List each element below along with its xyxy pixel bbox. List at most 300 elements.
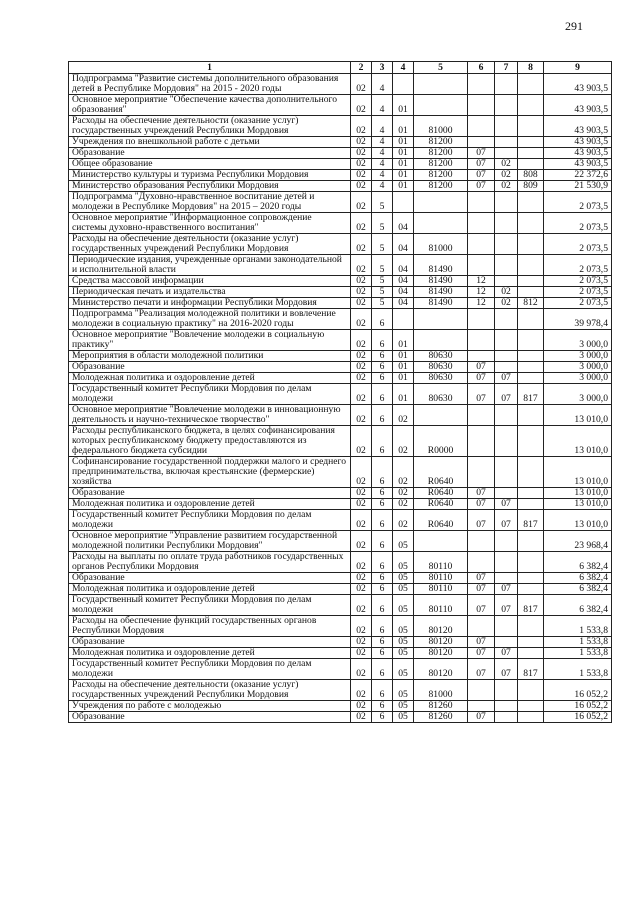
code-col-6: 07 [468,362,495,373]
code-col-6 [468,213,495,234]
code-col-8 [518,330,544,351]
code-col-2: 02 [351,531,372,552]
item-name: Образование [69,488,351,499]
amount-value: 43 903,5 [544,148,612,159]
table-row [69,148,612,159]
code-col-5: 80110 [414,552,468,573]
code-col-3: 6 [372,552,393,573]
code-col-2: 02 [351,170,372,181]
amount-value: 6 382,4 [544,584,612,595]
item-name: Расходы республиканского бюджета, в целях софинансирования которых республиканскому бюджету предоставляются из федерального бюджета субсидии [69,426,351,457]
code-col-6: 07 [468,148,495,159]
table-row [69,457,612,488]
amount-value: 13 010,0 [544,426,612,457]
code-col-2: 02 [351,712,372,723]
item-name: Основное мероприятие "Управление развитием государственной молодежной политики Республики Мордовия" [69,531,351,552]
table-row [69,159,612,170]
item-name: Министерство печати и информации Республики Мордовия [69,298,351,309]
code-col-3: 5 [372,234,393,255]
table-row [69,276,612,287]
code-col-5 [414,74,468,95]
amount-value: 1 533,8 [544,616,612,637]
table-row [69,351,612,362]
code-col-8 [518,255,544,276]
code-col-3: 6 [372,637,393,648]
code-col-3: 6 [372,488,393,499]
code-col-2: 02 [351,298,372,309]
code-col-4: 01 [393,330,414,351]
code-col-4: 01 [393,137,414,148]
code-col-2: 02 [351,384,372,405]
column-header: 6 [468,62,495,74]
code-col-8 [518,148,544,159]
item-name: Государственный комитет Республики Мордовия по делам молодежи [69,384,351,405]
table-row [69,531,612,552]
column-header: 1 [69,62,351,74]
amount-value: 3 000,0 [544,362,612,373]
code-col-7 [495,637,518,648]
code-col-7 [495,351,518,362]
code-col-2: 02 [351,362,372,373]
code-col-2: 02 [351,701,372,712]
code-col-2: 02 [351,74,372,95]
code-col-4: 05 [393,637,414,648]
column-header: 4 [393,62,414,74]
code-col-5: 81260 [414,712,468,723]
code-col-3: 6 [372,457,393,488]
code-col-7: 07 [495,648,518,659]
item-name: Молодежная политика и оздоровление детей [69,373,351,384]
code-col-3: 6 [372,648,393,659]
code-col-8 [518,95,544,116]
code-col-5 [414,192,468,213]
item-name: Подпрограмма "Духовно-нравственное воспитание детей и молодежи в Республике Мордовия" на 2015 – 2020 годы [69,192,351,213]
code-col-4: 01 [393,373,414,384]
code-col-8: 817 [518,510,544,531]
item-name: Молодежная политика и оздоровление детей [69,648,351,659]
item-name: Расходы на обеспечение деятельности (оказание услуг) государственных учреждений Республики Мордовия [69,680,351,701]
code-col-3: 6 [372,531,393,552]
code-col-2: 02 [351,213,372,234]
code-col-6 [468,309,495,330]
code-col-4: 02 [393,426,414,457]
code-col-8 [518,701,544,712]
code-col-4: 01 [393,116,414,137]
code-col-4: 02 [393,488,414,499]
code-col-6 [468,680,495,701]
item-name: Подпрограмма "Реализация молодежной политики и вовлечение молодежи в социальную практику" на 2016-2020 годы [69,309,351,330]
item-name: Основное мероприятие "Информационное сопровождение системы духовно-нравственного воспитания" [69,213,351,234]
code-col-8: 808 [518,170,544,181]
code-col-8 [518,192,544,213]
code-col-4: 04 [393,287,414,298]
item-name: Основное мероприятие "Обеспечение качества дополнительного образования" [69,95,351,116]
code-col-6: 07 [468,510,495,531]
code-col-6 [468,457,495,488]
amount-value: 13 010,0 [544,510,612,531]
code-col-6: 07 [468,573,495,584]
code-col-2: 02 [351,255,372,276]
code-col-5: 81200 [414,137,468,148]
amount-value: 3 000,0 [544,384,612,405]
code-col-5: 81000 [414,116,468,137]
code-col-8 [518,116,544,137]
code-col-8 [518,584,544,595]
code-col-5: 80630 [414,384,468,405]
code-col-5: 80120 [414,637,468,648]
table-row [69,426,612,457]
code-col-2: 02 [351,637,372,648]
code-col-5: 81490 [414,298,468,309]
code-col-6 [468,426,495,457]
code-col-3: 6 [372,712,393,723]
code-col-7 [495,116,518,137]
code-col-3: 4 [372,95,393,116]
code-col-6: 07 [468,499,495,510]
code-col-5: 80110 [414,584,468,595]
code-col-4: 05 [393,531,414,552]
code-col-5: 81200 [414,159,468,170]
code-col-7 [495,426,518,457]
code-col-4: 05 [393,616,414,637]
code-col-4: 02 [393,499,414,510]
code-col-4: 04 [393,213,414,234]
code-col-4: 05 [393,701,414,712]
code-col-4: 05 [393,552,414,573]
code-col-5: 80630 [414,362,468,373]
code-col-4: 01 [393,181,414,192]
code-col-6 [468,95,495,116]
code-col-5 [414,95,468,116]
column-header: 7 [495,62,518,74]
table-row [69,405,612,426]
code-col-7 [495,255,518,276]
code-col-3: 6 [372,426,393,457]
code-col-6 [468,351,495,362]
amount-value: 1 533,8 [544,637,612,648]
item-name: Средства массовой информации [69,276,351,287]
code-col-8: 817 [518,384,544,405]
page-number: 291 [565,19,583,33]
item-name: Периодическая печать и издательства [69,287,351,298]
item-name: Молодежная политика и оздоровление детей [69,499,351,510]
table-row [69,255,612,276]
code-col-8 [518,276,544,287]
code-col-8 [518,488,544,499]
code-col-3: 5 [372,298,393,309]
table-row [69,488,612,499]
code-col-2: 02 [351,648,372,659]
code-col-7: 07 [495,659,518,680]
code-col-5: R0000 [414,426,468,457]
code-col-4: 04 [393,255,414,276]
code-col-7: 02 [495,287,518,298]
code-col-4: 02 [393,405,414,426]
table-row [69,712,612,723]
code-col-5: R0640 [414,510,468,531]
code-col-7: 07 [495,584,518,595]
item-name: Расходы на обеспечение деятельности (оказание услуг) государственных учреждений Республики Мордовия [69,234,351,255]
code-col-3: 6 [372,309,393,330]
code-col-7 [495,552,518,573]
code-col-2: 02 [351,680,372,701]
code-col-5: 80630 [414,351,468,362]
code-col-7 [495,405,518,426]
code-col-3: 6 [372,573,393,584]
code-col-8 [518,213,544,234]
code-col-7: 07 [495,499,518,510]
code-col-3: 5 [372,287,393,298]
code-col-7 [495,192,518,213]
code-col-7 [495,309,518,330]
amount-value: 43 903,5 [544,116,612,137]
code-col-7: 07 [495,373,518,384]
code-col-4: 02 [393,510,414,531]
item-name: Образование [69,637,351,648]
code-col-3: 6 [372,584,393,595]
code-col-3: 6 [372,595,393,616]
code-col-5: 80120 [414,616,468,637]
item-name: Учреждения по внешкольной работе с детьми [69,137,351,148]
code-col-8 [518,74,544,95]
amount-value: 16 052,2 [544,712,612,723]
table-row [69,637,612,648]
code-col-8 [518,712,544,723]
table-row [69,648,612,659]
code-col-3: 6 [372,351,393,362]
table-row [69,701,612,712]
code-col-8 [518,531,544,552]
code-col-8 [518,405,544,426]
amount-value: 3 000,0 [544,351,612,362]
code-col-3: 6 [372,499,393,510]
code-col-4: 02 [393,457,414,488]
code-col-4: 01 [393,384,414,405]
code-col-6: 07 [468,648,495,659]
code-col-6: 07 [468,170,495,181]
code-col-2: 02 [351,351,372,362]
code-col-5 [414,405,468,426]
code-col-8 [518,637,544,648]
code-col-7: 07 [495,595,518,616]
column-header: 5 [414,62,468,74]
code-col-3: 4 [372,116,393,137]
code-col-2: 02 [351,116,372,137]
code-col-7 [495,95,518,116]
code-col-7 [495,234,518,255]
code-col-5 [414,309,468,330]
table-row [69,213,612,234]
code-col-8 [518,362,544,373]
item-name: Министерство образования Республики Мордовия [69,181,351,192]
code-col-4: 01 [393,351,414,362]
code-col-2: 02 [351,159,372,170]
code-col-7 [495,573,518,584]
code-col-7 [495,488,518,499]
item-name: Общее образование [69,159,351,170]
code-col-8: 812 [518,298,544,309]
code-col-3: 4 [372,159,393,170]
item-name: Подпрограмма "Развитие системы дополнительного образования детей в Республике Мордовия" на 2015 - 2020 годы [69,74,351,95]
amount-value: 43 903,5 [544,137,612,148]
code-col-8 [518,552,544,573]
item-name: Софинансирование государственной поддержки малого и среднего предпринимательства, включая крестьянские (фермерские) хозяйства [69,457,351,488]
code-col-3: 4 [372,74,393,95]
code-col-2: 02 [351,276,372,287]
code-col-8 [518,351,544,362]
code-col-7 [495,276,518,287]
code-col-6 [468,74,495,95]
code-col-6 [468,701,495,712]
code-col-4: 05 [393,584,414,595]
column-header: 3 [372,62,393,74]
code-col-5 [414,213,468,234]
code-col-6: 07 [468,488,495,499]
code-col-8 [518,457,544,488]
table-row [69,309,612,330]
code-col-8 [518,680,544,701]
item-name: Расходы на обеспечение деятельности (оказание услуг) государственных учреждений Республики Мордовия [69,116,351,137]
code-col-6: 07 [468,181,495,192]
code-col-4: 05 [393,680,414,701]
code-col-6: 07 [468,384,495,405]
amount-value: 16 052,2 [544,680,612,701]
code-col-6 [468,116,495,137]
code-col-5 [414,330,468,351]
amount-value: 13 010,0 [544,488,612,499]
code-col-8 [518,309,544,330]
code-col-2: 02 [351,309,372,330]
code-col-4: 05 [393,573,414,584]
code-col-4: 04 [393,276,414,287]
code-col-6: 07 [468,373,495,384]
table-body [69,74,612,723]
code-col-3: 6 [372,701,393,712]
code-col-8 [518,234,544,255]
code-col-7 [495,531,518,552]
code-col-2: 02 [351,192,372,213]
code-col-2: 02 [351,499,372,510]
amount-value: 16 052,2 [544,701,612,712]
code-col-5: 81200 [414,181,468,192]
item-name: Государственный комитет Республики Мордовия по делам молодежи [69,659,351,680]
code-col-2: 02 [351,287,372,298]
code-col-2: 02 [351,488,372,499]
amount-value: 21 530,9 [544,181,612,192]
table-row [69,137,612,148]
amount-value: 13 010,0 [544,405,612,426]
code-col-2: 02 [351,373,372,384]
code-col-8: 809 [518,181,544,192]
item-name: Основное мероприятие "Вовлечение молодежи в социальную практику" [69,330,351,351]
code-col-7: 02 [495,159,518,170]
amount-value: 23 968,4 [544,531,612,552]
code-col-6 [468,137,495,148]
code-col-5: 80110 [414,573,468,584]
code-col-8: 817 [518,659,544,680]
item-name: Молодежная политика и оздоровление детей [69,584,351,595]
code-col-7 [495,362,518,373]
table-row [69,552,612,573]
code-col-5 [414,531,468,552]
code-col-2: 02 [351,457,372,488]
code-col-2: 02 [351,234,372,255]
code-col-3: 4 [372,148,393,159]
code-col-7 [495,213,518,234]
code-col-8 [518,373,544,384]
code-col-2: 02 [351,584,372,595]
code-col-6 [468,234,495,255]
code-col-2: 02 [351,148,372,159]
code-col-2: 02 [351,595,372,616]
code-col-3: 5 [372,255,393,276]
item-name: Образование [69,362,351,373]
code-col-4: 04 [393,234,414,255]
code-col-3: 6 [372,384,393,405]
table-row [69,170,612,181]
table-row [69,616,612,637]
code-col-4: 01 [393,95,414,116]
code-col-6 [468,405,495,426]
amount-value: 2 073,5 [544,298,612,309]
code-col-3: 6 [372,510,393,531]
amount-value: 6 382,4 [544,573,612,584]
code-col-7: 02 [495,181,518,192]
table-row [69,181,612,192]
code-col-5: 81490 [414,255,468,276]
column-header: 8 [518,62,544,74]
code-col-4: 05 [393,659,414,680]
amount-value: 6 382,4 [544,595,612,616]
amount-value: 1 533,8 [544,659,612,680]
code-col-8 [518,616,544,637]
item-name: Учреждения по работе с молодежью [69,701,351,712]
table-row [69,384,612,405]
code-col-6 [468,255,495,276]
amount-value: 2 073,5 [544,192,612,213]
code-col-7 [495,330,518,351]
amount-value: 13 010,0 [544,457,612,488]
code-col-6: 07 [468,712,495,723]
table-row [69,510,612,531]
table-row [69,287,612,298]
code-col-6 [468,531,495,552]
code-col-4: 01 [393,170,414,181]
code-col-8 [518,287,544,298]
code-col-3: 6 [372,659,393,680]
code-col-2: 02 [351,405,372,426]
amount-value: 1 533,8 [544,648,612,659]
code-col-3: 4 [372,170,393,181]
code-col-3: 6 [372,405,393,426]
code-col-7 [495,457,518,488]
code-col-4: 01 [393,148,414,159]
amount-value: 43 903,5 [544,95,612,116]
item-name: Расходы на выплаты по оплате труда работников государственных органов Республики Мордовия [69,552,351,573]
code-col-5: R0640 [414,499,468,510]
code-col-2: 02 [351,659,372,680]
item-name: Государственный комитет Республики Мордовия по делам молодежи [69,595,351,616]
code-col-5: 81490 [414,276,468,287]
code-col-3: 5 [372,192,393,213]
table-row [69,595,612,616]
code-col-5: 81000 [414,680,468,701]
amount-value: 2 073,5 [544,255,612,276]
amount-value: 3 000,0 [544,373,612,384]
amount-value: 13 010,0 [544,499,612,510]
table-row [69,234,612,255]
code-col-5: 80630 [414,373,468,384]
